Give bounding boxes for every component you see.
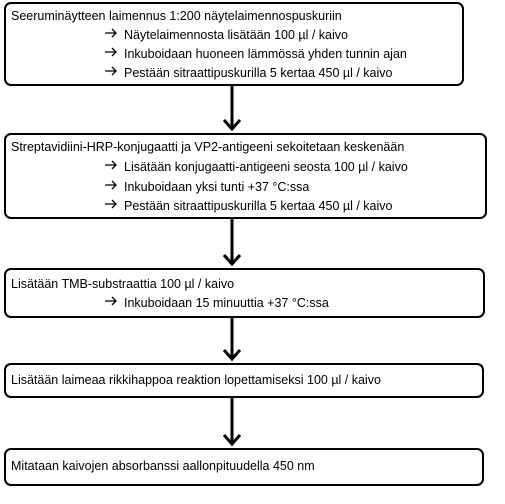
substep-label: Inkuboidaan yksi tunti +37 °C:ssa	[124, 180, 310, 194]
substep-label: Pestään sitraattipuskurilla 5 kertaa 450 µl / kaivo	[124, 199, 393, 213]
step-5-title: Mitataan kaivojen absorbanssi aallonpituudella 450 nm	[11, 459, 315, 473]
substep-label: Lisätään konjugaatti-antigeeni seosta 100 µl / kaivo	[124, 160, 408, 174]
step-2-title: Streptavidiini-HRP-konjugaatti ja VP2-antigeeni sekoitetaan keskenään	[11, 140, 405, 154]
connector-arrow-1	[224, 86, 240, 129]
step-3-title: Lisätään TMB-substraattia 100 µl / kaivo	[11, 277, 235, 291]
substep-label: Näytelaimennosta lisätään 100 µl / kaivo	[124, 28, 348, 42]
connector-arrow-4	[224, 398, 240, 444]
step-1-title: Seeruminäytteen laimennus 1:200 näytelaimennospuskuriin	[11, 9, 342, 23]
substep-label: Pestään sitraattipuskurilla 5 kertaa 450 µl / kaivo	[124, 66, 393, 80]
substep-label: Inkuboidaan huoneen lämmössä yhden tunnin ajan	[124, 47, 407, 61]
connector-arrow-3	[224, 318, 240, 359]
step-4-title: Lisätään laimeaa rikkihappoa reaktion lopettamiseksi 100 µl / kaivo	[11, 373, 381, 387]
substep-label: Inkuboidaan 15 minuuttia +37 °C:ssa	[124, 296, 329, 310]
connector-arrow-2	[224, 219, 240, 264]
